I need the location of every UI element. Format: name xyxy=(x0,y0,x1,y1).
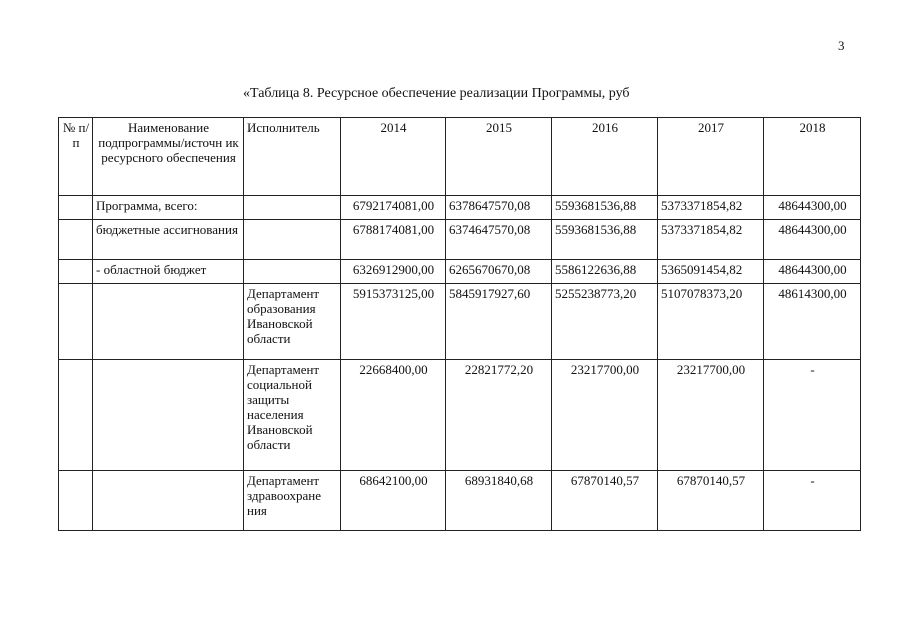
cell-2016: 5586122636,88 xyxy=(552,260,658,284)
cell-2017: 67870140,57 xyxy=(658,471,764,531)
header-2014: 2014 xyxy=(341,118,446,196)
cell-2018: - xyxy=(764,471,861,531)
cell-2016: 67870140,57 xyxy=(552,471,658,531)
cell-num xyxy=(59,471,93,531)
header-num: № п/п xyxy=(59,118,93,196)
cell-2014: 6326912900,00 xyxy=(341,260,446,284)
cell-2014: 22668400,00 xyxy=(341,360,446,471)
table-row xyxy=(59,360,861,471)
cell-num xyxy=(59,360,93,471)
cell-2016: 5593681536,88 xyxy=(552,220,658,260)
cell-name xyxy=(93,471,244,531)
cell-2017: 5373371854,82 xyxy=(658,196,764,220)
table-row xyxy=(59,220,861,260)
cell-2017: 5365091454,82 xyxy=(658,260,764,284)
cell-executor: Департамент социальной защиты населения Ивановской области xyxy=(244,360,341,471)
table-row xyxy=(59,284,861,360)
cell-2017: 5373371854,82 xyxy=(658,220,764,260)
header-2018: 2018 xyxy=(764,118,861,196)
cell-name xyxy=(93,284,244,360)
cell-2015: 5845917927,60 xyxy=(446,284,552,360)
cell-2015: 68931840,68 xyxy=(446,471,552,531)
cell-num xyxy=(59,196,93,220)
header-2015: 2015 xyxy=(446,118,552,196)
cell-executor xyxy=(244,196,341,220)
table-title: «Таблица 8. Ресурсное обеспечение реализации Программы, руб xyxy=(243,86,630,101)
cell-2015: 6265670670,08 xyxy=(446,260,552,284)
cell-num xyxy=(59,260,93,284)
header-name: Наименование подпрограммы/источн ик ресурсного обеспечения xyxy=(93,118,244,196)
cell-2015: 6374647570,08 xyxy=(446,220,552,260)
cell-2018: 48644300,00 xyxy=(764,260,861,284)
table-row xyxy=(59,471,861,531)
cell-2014: 68642100,00 xyxy=(341,471,446,531)
cell-2018: 48614300,00 xyxy=(764,284,861,360)
cell-2014: 6792174081,00 xyxy=(341,196,446,220)
resource-table xyxy=(58,117,861,531)
cell-2018: 48644300,00 xyxy=(764,220,861,260)
cell-num xyxy=(59,284,93,360)
cell-2016: 5593681536,88 xyxy=(552,196,658,220)
cell-name xyxy=(93,360,244,471)
header-executor: Исполнитель xyxy=(244,118,341,196)
cell-2017: 5107078373,20 xyxy=(658,284,764,360)
cell-2015: 22821772,20 xyxy=(446,360,552,471)
cell-2015: 6378647570,08 xyxy=(446,196,552,220)
header-2016: 2016 xyxy=(552,118,658,196)
cell-num xyxy=(59,220,93,260)
cell-2018: - xyxy=(764,360,861,471)
cell-2018: 48644300,00 xyxy=(764,196,861,220)
cell-name: - областной бюджет xyxy=(93,260,244,284)
cell-2016: 23217700,00 xyxy=(552,360,658,471)
header-2017: 2017 xyxy=(658,118,764,196)
cell-name: Программа, всего: xyxy=(93,196,244,220)
cell-2014: 5915373125,00 xyxy=(341,284,446,360)
cell-2016: 5255238773,20 xyxy=(552,284,658,360)
cell-executor: Департамент здравоохране ния xyxy=(244,471,341,531)
table-row xyxy=(59,196,861,220)
cell-executor xyxy=(244,260,341,284)
cell-executor xyxy=(244,220,341,260)
cell-2017: 23217700,00 xyxy=(658,360,764,471)
table-header-row xyxy=(59,118,861,196)
cell-name: бюджетные ассигнования xyxy=(93,220,244,260)
cell-executor: Департамент образования Ивановской области xyxy=(244,284,341,360)
page-number: 3 xyxy=(838,38,845,53)
cell-2014: 6788174081,00 xyxy=(341,220,446,260)
table-row xyxy=(59,260,861,284)
